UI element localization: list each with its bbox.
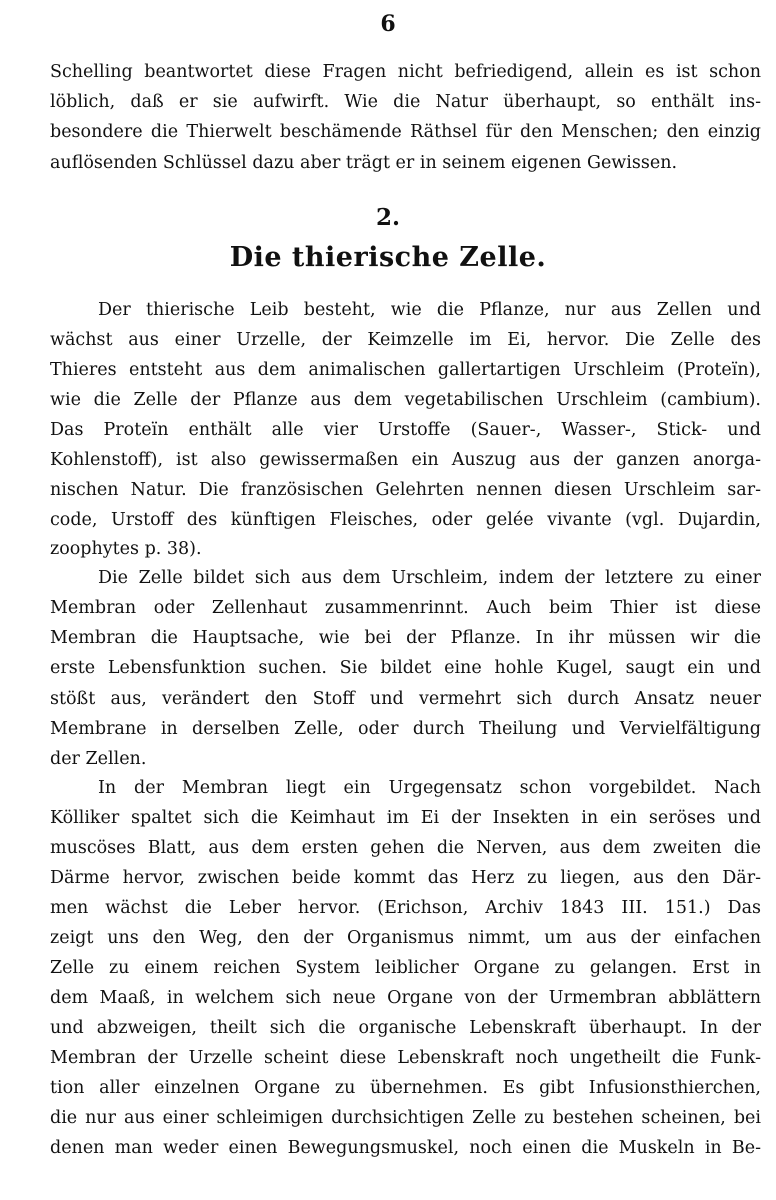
text-line: nischen Natur. Die französischen Gelehrten nennen diesen Urschleim sar- bbox=[50, 480, 761, 500]
text-line: Membran der Urzelle scheint diese Lebenskraft noch ungetheilt die Funk- bbox=[50, 1048, 761, 1068]
page-number: 6 bbox=[380, 11, 396, 37]
text-line: besondere die Thierwelt beschämende Räthsel für den Menschen; den einzig bbox=[50, 122, 761, 142]
text-line: Zelle zu einem reichen System leiblicher Organe zu gelangen. Erst in bbox=[50, 958, 761, 978]
text-line: Membran oder Zellenhaut zusammenrinnt. Auch beim Thier ist diese bbox=[50, 598, 761, 618]
text-line: zoophytes p. 38). bbox=[50, 539, 202, 559]
text-line: denen man weder einen Bewegungsmuskel, noch einen die Muskeln in Be- bbox=[50, 1138, 761, 1158]
text-line: stößt aus, verändert den Stoff und vermehrt sich durch Ansatz neuer bbox=[50, 689, 761, 709]
text-line: dem Maaß, in welchem sich neue Organe von der Urmembran abblättern bbox=[50, 988, 761, 1008]
text-line: Membran die Hauptsache, wie bei der Pflanze. In ihr müssen wir die bbox=[50, 628, 761, 648]
text-line: Därme hervor, zwischen beide kommt das Herz zu liegen, aus den Där- bbox=[50, 868, 761, 888]
text-line: muscöses Blatt, aus dem ersten gehen die Nerven, aus dem zweiten die bbox=[50, 838, 761, 858]
text-line: Kohlenstoff), ist also gewissermaßen ein Auszug aus der ganzen anorga- bbox=[50, 450, 761, 470]
text-line: Schelling beantwortet diese Fragen nicht befriedigend, allein es ist schon bbox=[50, 62, 761, 82]
text-line: Membrane in derselben Zelle, oder durch Theilung und Vervielfältigung bbox=[50, 719, 761, 739]
text-line: erste Lebensfunktion suchen. Sie bildet eine hohle Kugel, saugt ein und bbox=[50, 658, 761, 678]
text-line: Der thierische Leib besteht, wie die Pflanze, nur aus Zellen und bbox=[98, 300, 761, 320]
text-line: löblich, daß er sie aufwirft. Wie die Natur überhaupt, so enthält ins- bbox=[50, 92, 761, 112]
text-line: men wächst die Leber hervor. (Erichson, Archiv 1843 III. 151.) Das bbox=[50, 898, 761, 918]
section-title: Die thierische Zelle. bbox=[229, 242, 547, 273]
text-line: die nur aus einer schleimigen durchsichtigen Zelle zu bestehen scheinen, bei bbox=[50, 1108, 761, 1128]
text-line: zeigt uns den Weg, den der Organismus nimmt, um aus der einfachen bbox=[50, 928, 761, 948]
text-line: und abzweigen, theilt sich die organische Lebenskraft überhaupt. In der bbox=[50, 1018, 761, 1038]
text-line: code, Urstoff des künftigen Fleisches, oder gelée vivante (vgl. Dujardin, bbox=[50, 510, 761, 530]
text-line: der Zellen. bbox=[50, 749, 147, 769]
section-number: 2. bbox=[375, 204, 400, 231]
text-line: auflösenden Schlüssel dazu aber trägt er in seinem eigenen Gewissen. bbox=[50, 153, 678, 173]
text-line: Das Proteïn enthält alle vier Urstoffe (Sauer-, Wasser-, Stick- und bbox=[50, 420, 761, 440]
text-line: Thieres entsteht aus dem animalischen gallertartigen Urschleim (Proteïn), bbox=[50, 360, 761, 380]
text-line: wächst aus einer Urzelle, der Keimzelle im Ei, hervor. Die Zelle des bbox=[50, 330, 761, 350]
text-line: In der Membran liegt ein Urgegensatz schon vorgebildet. Nach bbox=[98, 778, 761, 798]
text-line: Kölliker spaltet sich die Keimhaut im Ei der Insekten in ein seröses und bbox=[50, 808, 761, 828]
text-line: Die Zelle bildet sich aus dem Urschleim, indem der letztere zu einer bbox=[98, 568, 761, 588]
text-line: wie die Zelle der Pflanze aus dem vegetabilischen Urschleim (cambium). bbox=[50, 390, 761, 410]
text-line: tion aller einzelnen Organe zu übernehmen. Es gibt Infusionsthierchen, bbox=[50, 1078, 761, 1098]
